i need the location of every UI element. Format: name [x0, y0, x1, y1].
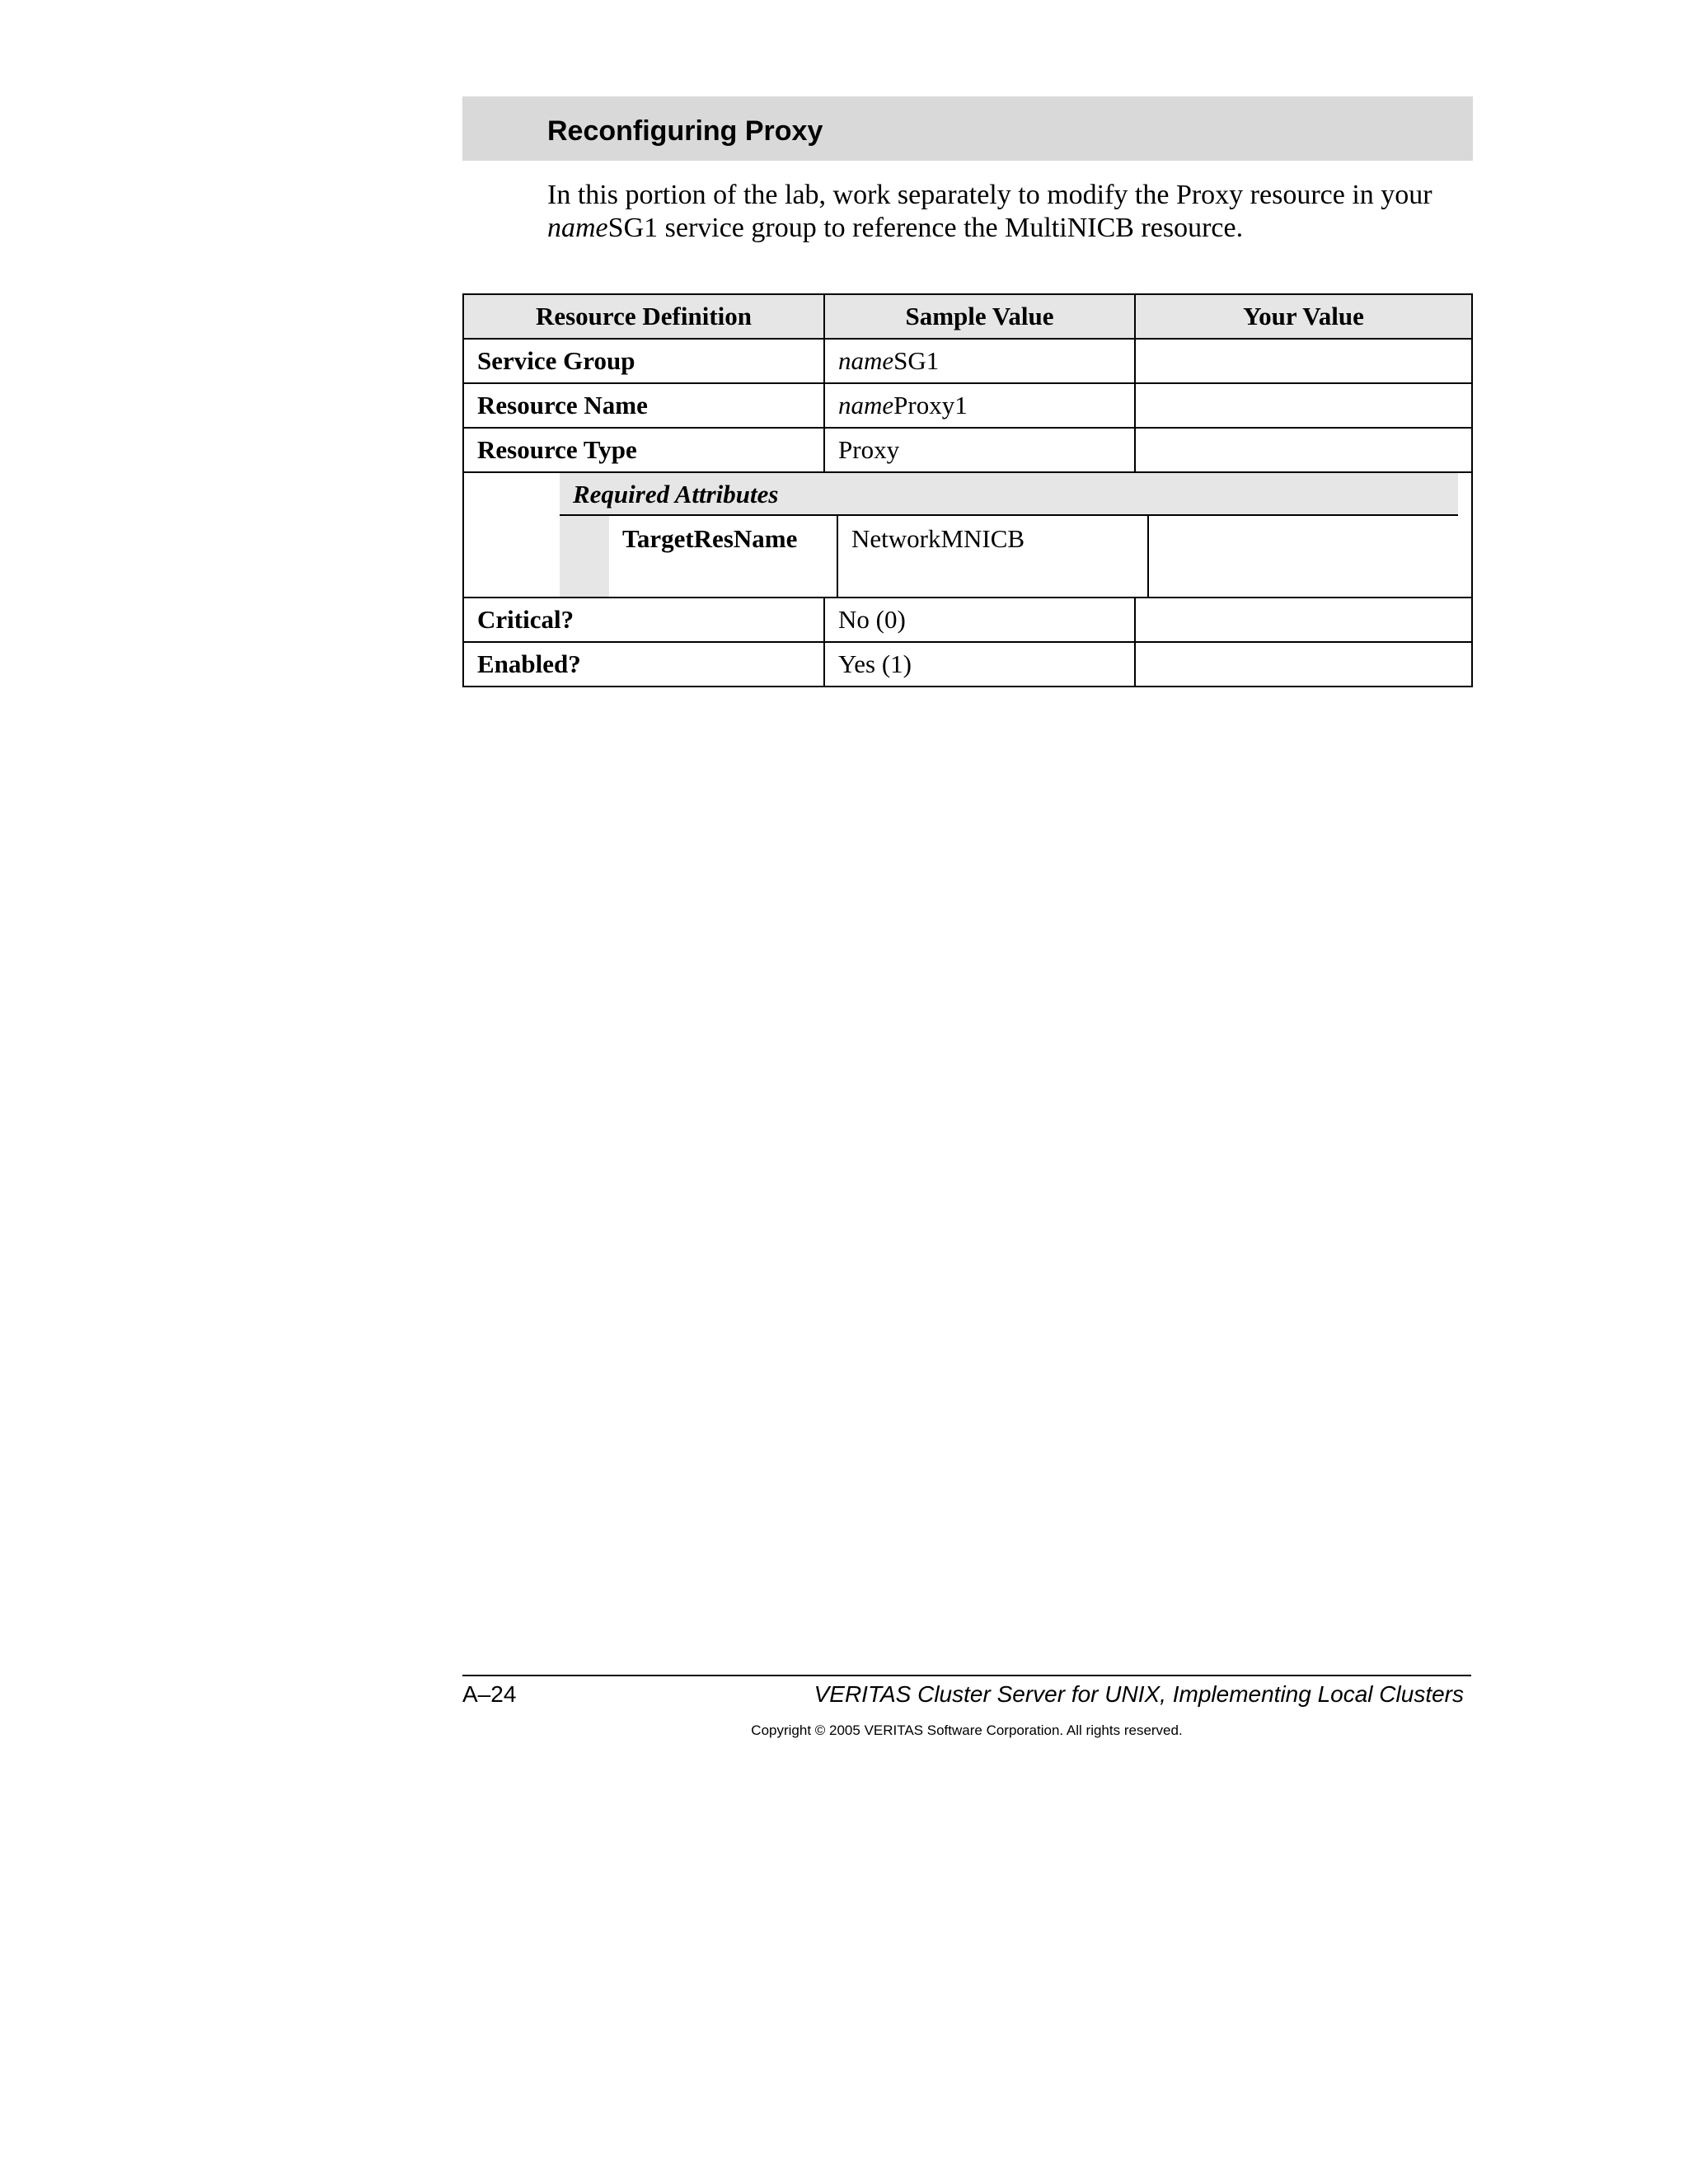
intro-paragraph	[547, 179, 1470, 245]
table-row	[463, 428, 1472, 472]
your-value-cell[interactable]	[1135, 642, 1472, 687]
required-attributes-indent	[560, 516, 609, 597]
header-your-value: Your Value	[1135, 294, 1472, 339]
definition-cell: Enabled?	[463, 642, 824, 687]
sample-cell	[824, 383, 1135, 428]
sample-cell	[824, 339, 1135, 383]
definition-cell: Resource Type	[463, 428, 824, 472]
sample-italic: name	[838, 346, 894, 375]
book-title: VERITAS Cluster Server for UNIX, Implementing Local Clusters	[814, 1681, 1464, 1707]
copyright-notice: Copyright © 2005 VERITAS Software Corporation. All rights reserved.	[751, 1722, 1183, 1738]
column-divider	[1147, 516, 1149, 597]
sample-rest: SG1	[893, 346, 940, 375]
definition-cell: Service Group	[463, 339, 824, 383]
required-attributes-row	[463, 472, 1472, 598]
definition-cell: Resource Name	[463, 383, 824, 428]
definition-cell: Critical?	[463, 598, 824, 642]
your-value-cell[interactable]	[1135, 383, 1472, 428]
table-row	[463, 339, 1472, 383]
your-value-cell[interactable]	[1135, 339, 1472, 383]
sample-cell: Yes (1)	[824, 642, 1135, 687]
your-value-cell[interactable]	[1135, 428, 1472, 472]
page-number: A–24	[462, 1681, 517, 1707]
column-divider	[837, 516, 838, 597]
required-attributes-label: Required Attributes	[560, 473, 1458, 516]
footer-rule	[462, 1675, 1471, 1676]
intro-line-1: In this portion of the lab, work separately to modify the Proxy resource in your	[547, 180, 1432, 210]
sample-italic: name	[838, 391, 894, 419]
header-sample-value: Sample Value	[824, 294, 1135, 339]
table-row	[463, 383, 1472, 428]
attribute-sample-value: NetworkMNICB	[851, 524, 1025, 553]
sample-cell: No (0)	[824, 598, 1135, 642]
intro-line-2-rest: SG1 service group to reference the MultiNICB resource.	[607, 213, 1244, 243]
table-header-row	[463, 294, 1472, 339]
sample-cell: Proxy	[824, 428, 1135, 472]
resource-table	[462, 293, 1473, 687]
intro-line-2-italic: name	[547, 213, 608, 243]
attribute-name: TargetResName	[622, 524, 798, 553]
table-row	[463, 598, 1472, 642]
header-resource-definition: Resource Definition	[463, 294, 824, 339]
table-row	[463, 642, 1472, 687]
section-title: Reconfiguring Proxy	[547, 115, 823, 147]
required-attributes-block	[463, 472, 1472, 598]
your-value-cell[interactable]	[1135, 598, 1472, 642]
sample-rest: Proxy1	[893, 391, 968, 419]
